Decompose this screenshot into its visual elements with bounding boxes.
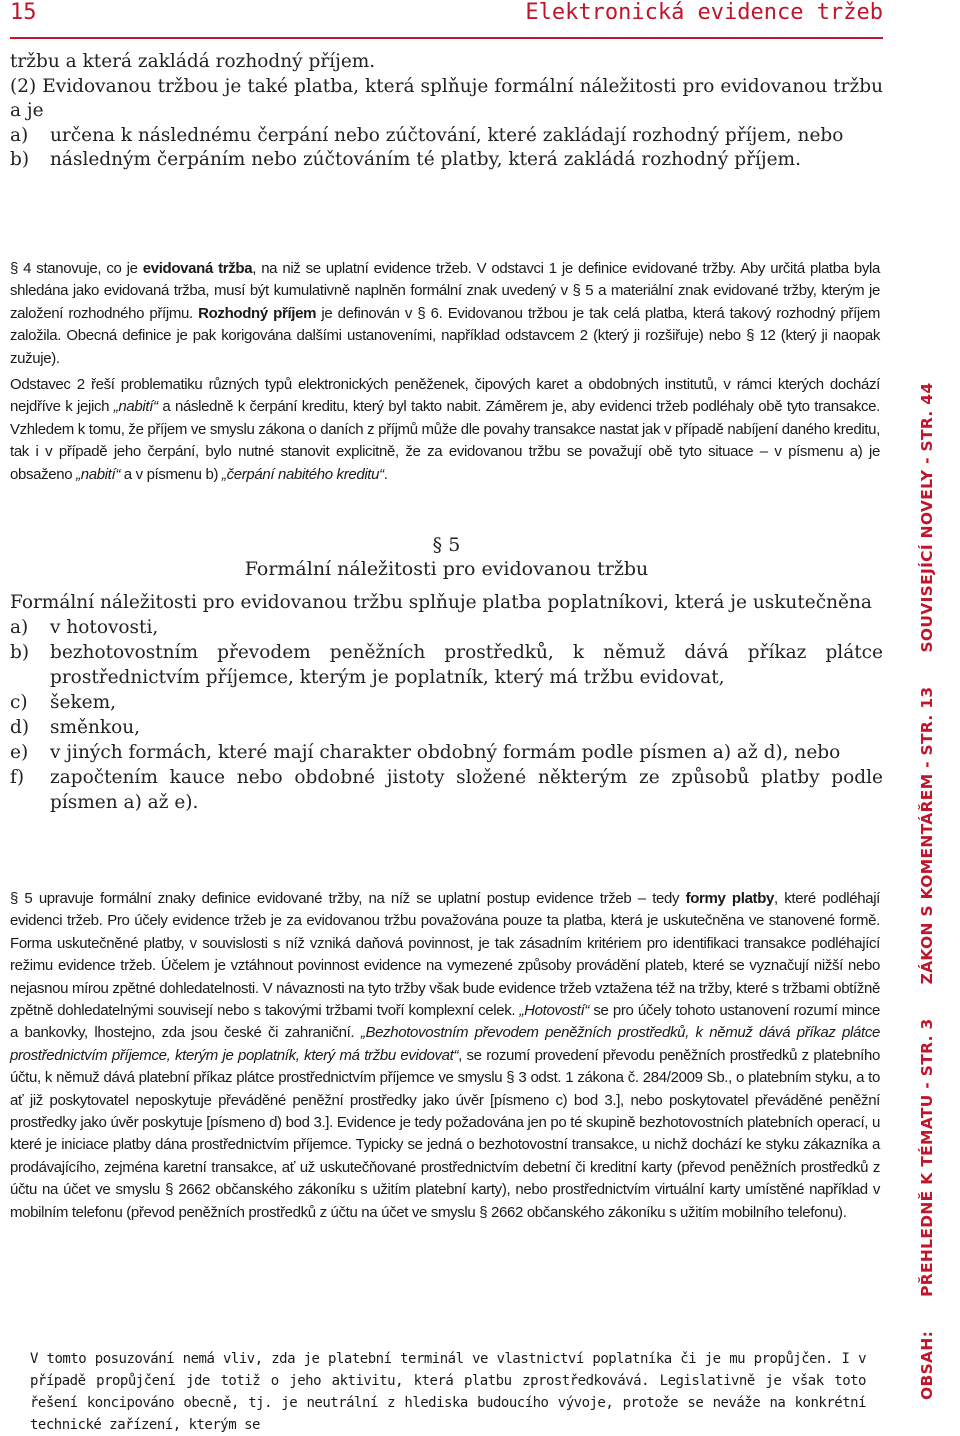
law-item: e) v jiných formách, které mají charakter obdobný formám podle písmen a) až d), nebo bbox=[10, 742, 841, 763]
commentary-paragraph: § 4 stanovuje, co je evidovaná tržba, na niž se uplatní evidence tržeb. V odstavci 1 je definice evidované tržby. Aby určitá platba byla shledána jako evidovaná tržba, musí být kumulativně naplněn formální znak uvedený v § 5 a materiální znak evidované tržby, kterým je založení rozhodného příjmu. Rozhodný příjem je definován v § 6. Evidovanou tržbou je tak celá platba, která takový rozhodný příjem založila. Obecná definice je pak korigována dalšími ustanoveními, například odstavcem 2 (který ji rozšiřuje) nebo § 12 (který ji naopak zužuje). bbox=[10, 260, 881, 367]
law-item bbox=[10, 124, 883, 149]
law-item: f) započtením kauce nebo obdobné jistoty složené některým ze způsobů platby podle písmen a) až e). bbox=[10, 767, 883, 813]
section-heading: Formální náležitosti pro evidovanou tržbu bbox=[244, 558, 649, 580]
law-item-text: následným čerpáním nebo zúčtováním té platby, která zakládá rozhodný příjem. bbox=[50, 149, 801, 170]
commentary-paragraph: Odstavec 2 řeší problematiku různých typů elektronických peněženek, čipových karet a obdobných institutů, v rámci kterých dochází nejdříve k jejich „nabití“ a následně k čerpání kreditu, který byl takto nabit. Záměrem je, aby evidenci tržeb podléhaly obě tyto transakce. Vzhledem k tomu, že příjem ve smyslu zákona o daních z příjmů může dle povahy transakce nastat jak v případě nabíjení daného kreditu, tak i v případě jeho čerpání, bylo nutné stanovit explicitně, že za evidovanou tržbu se považují obě tyto situace – v písmenu a) je obsaženo „nabití“ a v písmenu b) „čerpání nabitého kreditu“. bbox=[10, 376, 880, 483]
law-item-label: b) bbox=[10, 149, 30, 170]
commentary-section-4 bbox=[10, 258, 880, 486]
footnote-text: V tomto posuzování nemá vliv, zda je platební terminál ve vlastnictví poplatníka či je mu propůjčen. I v případě propůjčení jde totiž o jeho aktivitu, která platbu zprostředkovává. Legislativně je však toto řešení koncipováno obecně, tj. je neutrální z hlediska budoucího vývoje, protože se neváže na konkrétní technické zařízení, kterým se bbox=[30, 1351, 866, 1433]
commentary-paragraph: § 5 upravuje formální znaky definice evidované tržby, na níž se uplatní postup evidence tržeb – tedy formy platby, které podléhají evidenci tržeb. Pro účely evidence tržeb je za evidovanou tržbu považována pouze ta platba, která je uskutečněna ve stanovené formě. Forma uskutečněné platby, v souvislosti s níž vzniká daňová povinnost, je tak zásadním kritériem pro identifikaci transakce podléhající režimu evidence tržeb. Účelem je vztáhnout povinnost evidence na vymezené způsoby provádění plateb, které se vyznačují nižší nebo nejasnou mírou zpětné dohledatelnosti. V návaznosti na tyto tržby však bude evidence tržeb vztažena též na tržby, které s tržbami obtížně zpětně dohledatelnými souvisejí nebo s takovými tržbami tvoří komplexní celek. „Hotovostí“ se pro účely tohoto ustanovení rozumí mince a bankovky, lhostejno, zda jsou české či zahraniční. „Bezhotovostním převodem peněžních prostředků, k němuž dává příkaz plátce prostřednictvím příjemce, kterým je poplatník, který má tržbu evidovat“, se rozumí provedení převodu peněžních prostředků z platebního účtu, k němuž dává platební příkaz plátce prostřednictvím příjemce ve smyslu § 3 odst. 1 zákona č. 284/2009 Sb., o platebním styku, a to ať již poskytovatel neposkytuje převáděné peněžní prostředky jako úvěr [písmeno c) bod 3.], nebo poskytovatel převáděné peněžní prostředky jako úvěr poskytuje [písmeno d) bod 3.]. Evidence je tedy požadována jen po té skupině bezhotovostních platebních operací, u které je iniciace platby dána prostřednictvím příjemce. Typicky se jedná o bezhotovostní transakce, u nichž dochází ke styku zákazníka a prodávajícího, zejména karetní transakce, ať už uskutečňované prostřednictvím debetní či kreditní karty (převod peněžních prostředků z účtu na účet ve smyslu § 2662 občanského zákoníku s užitím platební karty), nebo prostřednictvím virtuální karty umístěné například v mobilním telefonu (převod peněžních prostředků z účtu na účet ve smyslu § 2662 občanského zákoníku s užitím mobilního telefonu). bbox=[10, 890, 880, 1221]
law-item: b) bezhotovostním převodem peněžních prostředků, k němuž dává příkaz plátce prostřednictvím příjemce, kterým je poplatník, který má tržbu evidovat, bbox=[10, 642, 883, 688]
page-header bbox=[10, 0, 883, 30]
section-number: § 5 bbox=[432, 534, 461, 556]
law-text-section-4 bbox=[10, 50, 883, 173]
sidebar-link-overview[interactable]: PŘEHLEDNĚ K TÉMATU - STR. 3 bbox=[918, 1018, 936, 1297]
running-title: Elektronická evidence tržeb bbox=[525, 0, 883, 25]
header-divider bbox=[10, 37, 883, 39]
law-item: a) v hotovosti, bbox=[10, 617, 159, 638]
law-item: c) šekem, bbox=[10, 692, 117, 713]
law-paragraph: Formální náležitosti pro evidovanou tržbu splňuje platba poplatníkovi, která je uskutečněna bbox=[10, 592, 872, 613]
law-item-text: určena k následnému čerpání nebo zúčtování, které zakládají rozhodný příjem, nebo bbox=[50, 124, 844, 146]
law-item: d) směnkou, bbox=[10, 717, 141, 738]
law-item bbox=[10, 148, 883, 173]
law-text-section-5 bbox=[10, 590, 883, 815]
sidebar-navigation bbox=[905, 40, 949, 1400]
law-paragraph-2: (2) Evidovanou tržbou je také platba, která splňuje formální náležitosti pro evidovanou tržbu a je bbox=[10, 75, 883, 121]
sidebar-link-law-commentary[interactable]: ZÁKON S KOMENTÁŘEM - STR. 13 bbox=[918, 686, 936, 985]
commentary-section-5 bbox=[10, 888, 880, 1224]
page-number: 15 bbox=[10, 0, 37, 25]
sidebar-link-amendments[interactable]: SOUVISEJÍCÍ NOVELY - STR. 44 bbox=[918, 382, 936, 653]
law-line: tržbu a která zakládá rozhodný příjem. bbox=[10, 51, 376, 72]
law-item-label: a) bbox=[10, 124, 29, 146]
sidebar-label: OBSAH: bbox=[918, 1330, 936, 1400]
